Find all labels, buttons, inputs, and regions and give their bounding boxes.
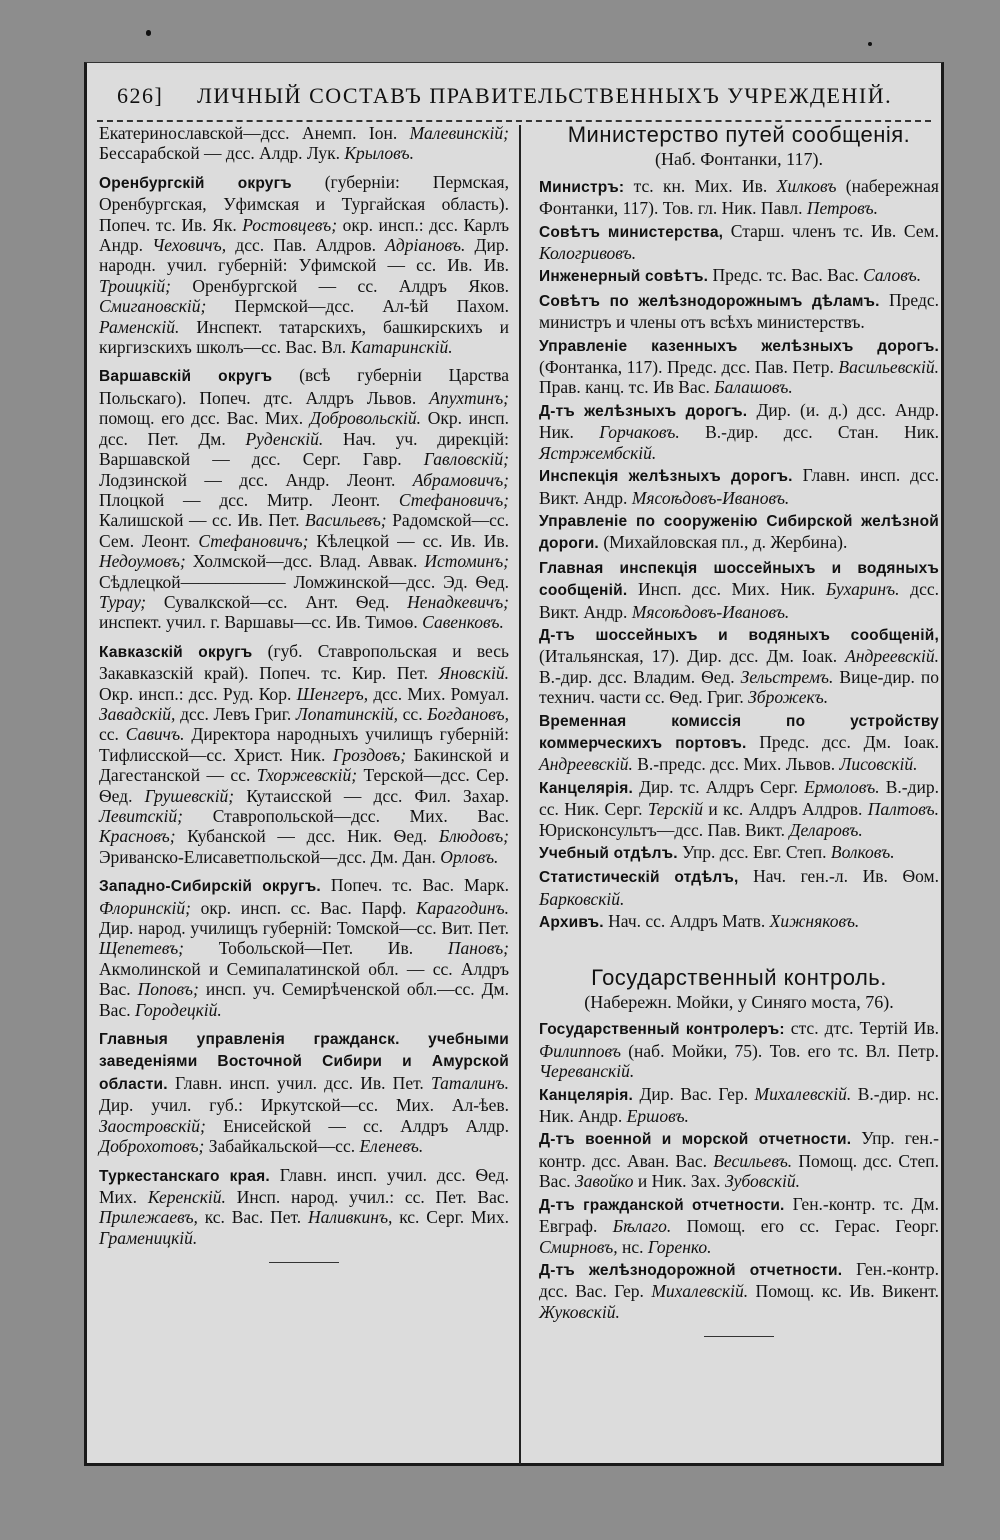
text: Дир. Вас. Гер. [633, 1083, 755, 1104]
name: Таталинъ. [431, 1072, 509, 1093]
paragraph-ekaterinoslav [99, 123, 509, 164]
section-gap [539, 936, 939, 966]
text: Упр. дсс. Евг. Степ. [677, 842, 831, 862]
name: Филипповъ [539, 1040, 621, 1061]
name: Прилежаевъ, [99, 1207, 198, 1228]
name: Наливкинъ, [307, 1207, 393, 1228]
text: Предс. дсс. Дм. Іоак. [746, 731, 939, 752]
text: Помощ. кс. Ив. Викент. [748, 1281, 939, 1302]
name: Малевинскій; [409, 123, 509, 143]
text: Нач. ген.-л. Ив. Ѳом. [738, 866, 940, 887]
text: Упр. ген.-контр. дсс. Аван. Вас. [539, 1128, 939, 1171]
name: Шенгеръ, [296, 683, 369, 704]
name: Щепетевъ; [99, 938, 184, 959]
name: Мясоѣдовъ-Ивановъ. [631, 487, 790, 508]
text: Сѣдлецкой—————— Ломжинской—дсс. Эд. Ѳед. [99, 571, 509, 592]
name: Добровольскій. [309, 408, 422, 429]
entry-highways-department [539, 624, 939, 708]
text: Забайкальской—сс. [204, 1136, 360, 1157]
text: Терской—дсс. Сер. Ѳед. [99, 765, 509, 806]
name: Зброжекъ. [748, 687, 829, 708]
text: В.-дир. нс. Ник. Андр. [539, 1083, 939, 1127]
text: Прав. канц. тс. Ив Вас. [539, 377, 715, 398]
text: Кутаисской — дсс. Фил. Захар. [234, 785, 509, 806]
book-page [84, 62, 944, 1466]
name: Гроздовъ; [332, 744, 407, 765]
name: Череванскій. [539, 1061, 635, 1082]
name: Пановъ; [447, 938, 509, 959]
entry-statistics-section [539, 866, 939, 909]
paragraph-turkestan [99, 1165, 509, 1249]
text: (губ. Ставропольская и весь Закавказскій край). Попеч. тс. Кир. Пет. [99, 640, 509, 684]
name: Яновскій. [438, 663, 509, 684]
section-heading: Д-тъ желѣзнодорожной отчетности. [539, 1261, 843, 1279]
name: Завадскій, [99, 703, 176, 724]
text: Плоцкой — дсс. Митр. Леонт. [99, 489, 399, 510]
section-heading: Главная инспекція шоссейныхъ и водяныхъ сообщеній. [539, 559, 939, 600]
paragraph-warsaw-district [99, 365, 509, 632]
text: Директора народныхъ училищъ губерній: Тифлисской—сс. Христ. Ник. [99, 724, 509, 765]
text: Пермской—дсс. Ал-ѣй Пахом. [206, 296, 509, 317]
text: (набережная Фонтанки, 117). Тов. гл. Ник. Павл. [539, 175, 939, 219]
name: Заостровскій; [99, 1115, 206, 1136]
text: Главн. инсп. дсс. Викт. Андр. [539, 465, 939, 508]
section-heading: Управленіе казенныхъ желѣзныхъ дорогъ. [539, 337, 939, 355]
text: Нач. сс. Алдръ Матв. [603, 911, 770, 932]
paragraph-caucasus-district [99, 641, 509, 867]
text: нс. [617, 1236, 648, 1257]
text: сс. [99, 724, 126, 745]
text: Помощ. его сс. Герас. Георг. [671, 1216, 939, 1237]
name: Керенскій. [147, 1186, 226, 1207]
text: Дир. народн. учил. губерній: Уфимской — сс. Ив. Ив. [99, 235, 509, 276]
name: Богдановъ, [427, 703, 509, 724]
text: Окр. инсп.: дсс. Руд. Кор. [99, 683, 297, 704]
name: Андреевскій. [539, 754, 633, 775]
name: Палтовъ. [867, 799, 940, 820]
name: Раменскій. [99, 316, 180, 337]
section-heading: Кавказскій округъ [99, 643, 253, 661]
entry-control-chancellery [539, 1084, 939, 1127]
text: помощ. его дсс. Вас. Мих. [99, 408, 310, 429]
name: Истоминъ; [424, 551, 509, 572]
name: Бѣлаго. [612, 1216, 672, 1237]
section-heading: Туркестанскаго края. [99, 1167, 270, 1185]
entry-minister [539, 176, 939, 219]
name: Апухтинъ; [429, 387, 509, 408]
section-heading: Совѣтъ министерства, [539, 223, 724, 241]
name: Стефановичъ; [198, 530, 309, 551]
text: Эриванско-Елисаветпольской—дсс. Дм. Дан. [99, 846, 441, 867]
text: Дир. тс. Алдръ Серг. [633, 776, 805, 797]
name: Жуковскій. [539, 1301, 620, 1322]
text: Предс. тс. Вас. Вас. [708, 265, 864, 286]
text: Акмолинской и Семипалатинской обл. — сс. Алдръ Вас. [99, 958, 509, 1000]
text: В.-дир. дсс. Стан. Ник. [679, 422, 939, 443]
text: Главн. инсп. учил. дсс. Ив. Пет. [167, 1072, 432, 1093]
name: Турау; [99, 591, 147, 612]
paragraph-orenburg-district [99, 172, 509, 358]
text: Ген.-контр. тс. Дм. Евграф. [539, 1193, 939, 1237]
text: В.-предс. дсс. Мих. Львов. [632, 754, 840, 775]
name: Саловъ. [863, 265, 922, 286]
section-heading: Д-тъ гражданской отчетности. [539, 1196, 785, 1214]
text: кс. Вас. Пет. [197, 1207, 308, 1228]
ministry-address: (Набережн. Мойки, у Синяго моста, 76). [584, 992, 894, 1013]
text: сс. [398, 703, 428, 724]
text: Инспект. татарскихъ, башкирскихъ и киргизскихъ школъ—сс. Вас. Вл. [99, 316, 509, 358]
entry-state-railways [539, 335, 939, 398]
text: Ген.-контр. дсс. Вас. Гер. [539, 1258, 939, 1302]
text: окр. инсп.: дсс. Карлъ Андр. [99, 214, 509, 256]
text: Оренбургской — сс. Алдръ Яков. [170, 275, 509, 296]
section-heading: Оренбургскій округъ [99, 174, 292, 192]
entry-chancellery [539, 777, 939, 840]
text: Помощ. дсс. Степ. Вас. [539, 1150, 939, 1192]
text: Холмской—дсс. Влад. Аввак. [185, 551, 425, 572]
name: Граменицкій. [99, 1227, 198, 1248]
name: Зельстремъ. [740, 666, 834, 687]
name: Кологривовъ. [539, 243, 637, 264]
name: Руденскій. [245, 428, 324, 449]
name: Гавловскій; [423, 449, 509, 470]
page-header [117, 83, 921, 113]
entry-engineering-council [539, 265, 939, 287]
text: Бакинской и Дагестанской — сс. [99, 744, 509, 786]
section-heading: Канцелярія. [539, 779, 633, 797]
entry-archive [539, 911, 939, 933]
name: Завойко [574, 1171, 634, 1192]
name: Еленевъ. [359, 1136, 424, 1157]
name: Хижняковъ. [769, 911, 860, 932]
text: Вице-дир. по технич. части сс. Ѳед. Григ. [539, 666, 939, 708]
section-heading: Главныя управленія гражданск. учебными заведеніями Восточной Сибири и Амурской области. [99, 1031, 509, 1093]
section-heading: Статистическій отдѣлъ, [539, 869, 739, 887]
text: Инсп. народ. учил.: сс. Пет. Вас. [225, 1186, 509, 1207]
text: Дир. народ. училищъ губерній: Томской—сс. Вит. Пет. [99, 918, 509, 939]
name: Васильевскій. [838, 357, 939, 378]
end-rule [269, 1262, 339, 1263]
text: Предс. министръ и члены отъ всѣхъ министерствъ. [539, 289, 939, 333]
left-column [99, 123, 509, 1273]
name: Савенковъ. [422, 612, 504, 633]
text: дсс. Викт. Андр. [539, 579, 939, 622]
name: Терскій [647, 799, 703, 820]
name: Васильевъ; [305, 510, 387, 531]
text: Дир. (и. д.) дсс. Андр. Ник. [539, 399, 940, 443]
name: Горенко. [647, 1236, 712, 1257]
name: Катаринскій. [350, 337, 453, 358]
entry-state-controller [539, 1018, 939, 1081]
entry-railway-accounts [539, 1259, 939, 1322]
name: Балашовъ. [714, 377, 793, 398]
text: (губерніи: Пермская, Оренбургская, Уфимская и Тургайская область). Попеч. тс. Ив. Як. [99, 171, 509, 235]
text: и Ник. Зах. [633, 1171, 725, 1192]
end-rule [704, 1336, 774, 1337]
name: Ростовцевъ; [242, 214, 338, 235]
paragraph-west-siberia-district [99, 875, 509, 1020]
name: Красновъ; [99, 826, 176, 847]
text: дсс. Мих. Ромуал. [368, 683, 510, 704]
name: Грушевскій; [144, 785, 235, 806]
text: (Михайловская пл., д. Жербина). [598, 532, 848, 553]
name: Крыловъ. [344, 143, 414, 164]
name: Смигановскій; [99, 296, 207, 317]
text: Юрисконсультъ—дсс. Пав. Викт. [539, 819, 790, 840]
name: Горчаковъ. [599, 422, 680, 443]
name: Абрамовичъ; [412, 469, 509, 490]
text: Нач. уч. дирекцій: Варшавской — дсс. Серг. Гавр. [99, 428, 509, 470]
section-heading: Министръ: [539, 178, 625, 196]
entry-civil-accounts [539, 1194, 939, 1257]
name: Флоринскій; [99, 897, 191, 918]
text: Главн. инсп. учил. дсс. Ѳед. Мих. [99, 1164, 509, 1207]
name: Поповъ; [137, 979, 199, 1000]
section-heading: Временная комиссія по устройству коммерческихъ портовъ. [539, 712, 939, 752]
text: Бессарабской — дсс. Алдр. Лук. [99, 143, 345, 164]
entry-ministry-council [539, 221, 939, 264]
text: Инсп. дсс. Мих. Ник. [627, 579, 826, 600]
section-heading: Инспекція желѣзныхъ дорогъ. [539, 468, 793, 486]
name: Ермоловъ. [804, 776, 880, 797]
ministry-title: Государственный контроль. [591, 964, 887, 990]
right-column [539, 123, 939, 1347]
text: В.-дир. сс. Ник. Серг. [539, 776, 939, 820]
text: Екатеринославской—дсс. Анемп. Іон. [99, 123, 410, 143]
section-heading: Д-тъ желѣзныхъ дорогъ. [539, 402, 748, 420]
entry-railways-department [539, 400, 939, 463]
text: Старш. членъ тс. Ив. Сем. [723, 220, 939, 241]
section-heading: Архивъ. [539, 914, 604, 932]
name: Адріановъ. [385, 235, 466, 256]
name: Деларовъ. [789, 819, 863, 840]
text: дсс. Левъ Григ. [175, 703, 296, 724]
ministry-title: Министерство путей сообщенія. [567, 122, 911, 147]
name: Недоумовъ; [99, 551, 186, 572]
section-heading: Инженерный совѣтъ. [539, 268, 709, 286]
name: Андреевскій. [845, 646, 939, 667]
text: Попеч. тс. Вас. Марк. [320, 875, 509, 896]
text: (Итальянская, 17). Дир. дсс. Дм. Іоак. [539, 646, 846, 667]
text: Дир. учил. губ.: Иркутской—сс. Мих. Ал-ѣев. [99, 1095, 509, 1116]
header-rule [97, 115, 931, 122]
section-heading: Варшавскій округъ [99, 368, 273, 386]
section-heading: Управленіе по сооруженію Сибирской желѣзной дороги. [539, 512, 939, 553]
name: Савичъ. [125, 724, 185, 745]
text: инсп. уч. Семирѣченской обл.—сс. Дм. Вас. [99, 979, 510, 1020]
section-heading: Д-тъ шоссейныхъ и водяныхъ сообщеній, [539, 626, 939, 644]
name: Карагодинъ. [416, 897, 509, 918]
text: Лодзинской — дсс. Андр. Леонт. [99, 469, 413, 490]
entry-military-accounts [539, 1128, 939, 1191]
name: Блюдовъ; [438, 826, 509, 847]
text: Енисейской — сс. Алдръ Алдр. [205, 1115, 509, 1136]
name: Мясоѣдовъ-Ивановъ. [631, 601, 790, 622]
name: Петровъ. [806, 198, 878, 219]
paragraph-east-siberia-administration [99, 1028, 509, 1156]
name: Стефановичъ; [398, 489, 509, 510]
entry-highways-inspection [539, 557, 939, 622]
text: (Фонтанка, 117). Предс. дсс. Пав. Петр. [539, 357, 839, 378]
entry-railway-inspection [539, 465, 939, 508]
name: Хилковъ [776, 175, 837, 196]
name: Доброхотовъ; [99, 1136, 205, 1157]
text: Радомской—сс. Сем. Леонт. [99, 510, 509, 551]
text: кс. Серг. Мих. [392, 1207, 510, 1228]
name: Тхоржевскій; [256, 765, 358, 786]
text: Кѣлецкой — сс. Ив. Ив. [308, 530, 509, 551]
name: Орловъ. [440, 846, 499, 867]
section-heading: Канцелярія. [539, 1086, 633, 1104]
section-heading: Учебный отдѣлъ. [539, 845, 678, 862]
entry-ports-commission [539, 710, 939, 775]
text: тс. кн. Мих. Ив. [624, 175, 777, 196]
text: Ставропольской—дсс. Мих. Вас. [183, 806, 509, 826]
text: стс. дтс. Тертій Ив. [784, 1018, 939, 1039]
name: Левитскій; [99, 806, 183, 826]
section-heading: Совѣтъ по желѣзнодорожнымъ дѣламъ. [539, 292, 880, 310]
name: Лопатинскій, [295, 703, 399, 724]
name: Волковъ. [830, 842, 895, 862]
text: Калишской — сс. Ив. Пет. [99, 510, 306, 531]
text: Сувалкской—сс. Ант. Ѳед. [146, 591, 408, 612]
name: Городецкій. [134, 999, 222, 1020]
name: Зубовскій. [724, 1171, 800, 1192]
ink-speck [868, 42, 872, 46]
name: Михалевскій. [651, 1281, 749, 1302]
page-number: 626] [117, 83, 164, 108]
name: Весильевъ. [713, 1150, 793, 1171]
entry-railway-affairs-council [539, 290, 939, 333]
text: и кс. Алдръ Алдров. [703, 799, 868, 820]
ministry-address: (Наб. Фонтанки, 117). [655, 149, 823, 170]
entry-education-section [539, 842, 939, 864]
name: Смирновъ, [539, 1236, 618, 1257]
text: В.-дир. дсс. Владим. Ѳед. [539, 666, 741, 687]
running-title: ЛИЧНЫЙ СОСТАВЪ ПРАВИТЕЛЬСТВЕННЫХЪ УЧРЕЖДЕНIЙ. [197, 83, 893, 108]
text: инспект. учил. г. Варшавы—сс. Ив. Тимоѳ. [99, 612, 423, 633]
name: Лисовскій. [839, 754, 918, 775]
name: Ершовъ. [626, 1106, 689, 1127]
section-heading: Западно-Сибирскій округъ. [99, 878, 321, 896]
text: (всѣ губерніи Царства Польскаго). Попеч. дтс. Алдръ Львов. [99, 365, 510, 408]
name: Барковскій. [539, 888, 625, 909]
entry-siberian-railway [539, 510, 939, 555]
column-divider [519, 125, 521, 1465]
name: Чеховичъ, [152, 235, 227, 256]
text: Кубанской — дсс. Ник. Ѳед. [175, 826, 439, 847]
section-heading: Государственный контролеръ: [539, 1021, 785, 1039]
text: Тобольской—Пет. Ив. [184, 938, 448, 959]
text: (наб. Мойки, 75). Тов. его тс. Вл. Петр. [620, 1040, 939, 1061]
ink-speck [146, 30, 151, 36]
name: Ненадкевичъ; [407, 591, 509, 612]
name: Ястржембскій. [539, 442, 657, 463]
text: окр. инсп. сс. Вас. Парф. [190, 897, 417, 918]
name: Бухаринъ. [825, 579, 900, 600]
section-heading: Д-тъ военной и морской отчетности. [539, 1131, 852, 1149]
text: дсс. Пав. Алдров. [226, 235, 386, 256]
name: Троицкій; [99, 275, 171, 296]
name: Михалевскій. [754, 1083, 852, 1104]
text: Окр. инсп. дсс. Пет. Дм. [99, 408, 509, 449]
